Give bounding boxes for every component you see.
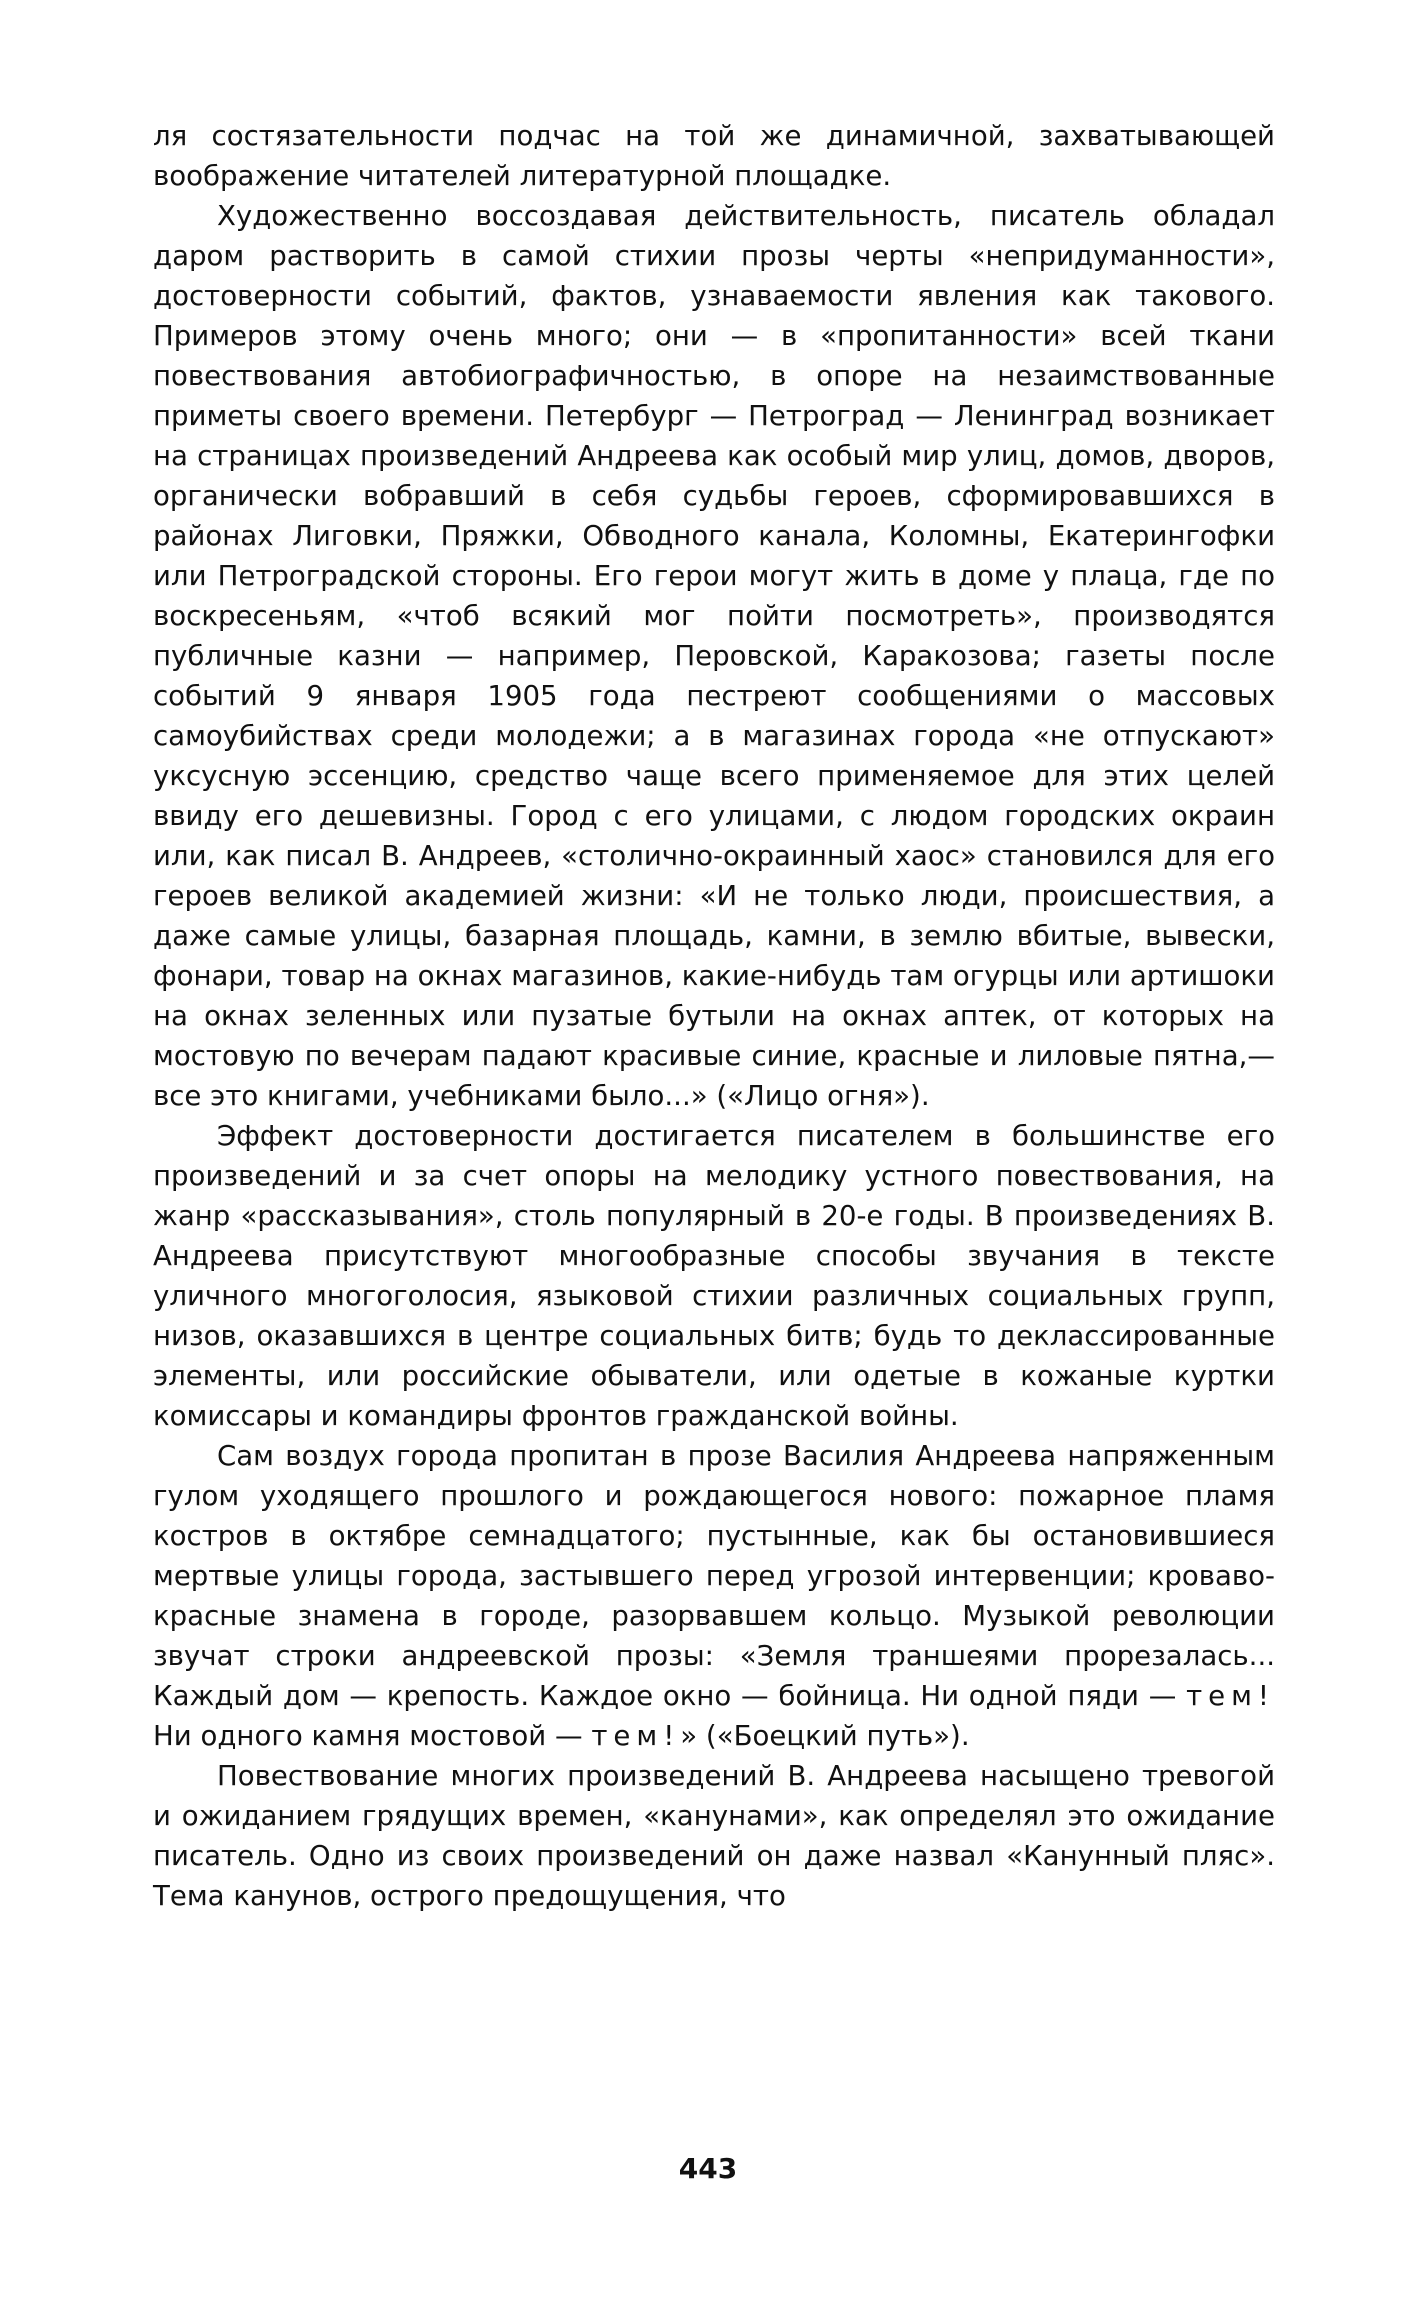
paragraph-oral-narration: Эффект достоверности достигается писателем в большинстве его произведений и за счет опоры на мелодику устного повествования, на жанр «рассказывания», столь популярный в 20-е годы. В произведениях В. Андреева присутствуют многообразные способы звучания в тексте уличного многоголосия, языковой стихии различных социальных групп, низов, оказавшихся в центре социальных битв; будь то деклассированные элементы, или российские обыватели, или одетые в кожаные куртки комиссары и командиры фронтов гражданской войны. (153, 1119, 1275, 1432)
paragraph-city-air-text-2: Ни одного камня мостовой — (153, 1719, 583, 1752)
page-text (153, 116, 1275, 1916)
paragraph-city-air-text-3: » («Боецкий путь»). (680, 1719, 970, 1752)
spaced-emphasis-2: тем! (591, 1719, 681, 1752)
paragraph-city-air (153, 1436, 1275, 1756)
paragraph-continuation: ля состязательности подчас на той же динамичной, захватывающей воображение читателей литературной площадке. (153, 119, 1275, 192)
paragraph-eves: Повествование многих произведений В. Андреева насыщено тревогой и ожиданием грядущих времен, «канунами», как определял это ожидание писатель. Одно из своих произведений он даже назвал «Канунный пляс». Тема канунов, острого предощущения, что (153, 1759, 1275, 1912)
page-number: 443 (678, 2152, 738, 2185)
spaced-emphasis-1: тем! (1186, 1679, 1275, 1712)
paragraph-city-air-text-1: Сам воздух города пропитан в прозе Василия Андреева напряженным гулом уходящего прошлого и рождающегося нового: пожарное пламя костров в октябре семнадцатого; пустынные, как бы остановившиеся мертвые улицы города, застывшего перед угрозой интервенции; кроваво-красные знамена в городе, разорвавшем кольцо. Музыкой революции звучат строки андреевской прозы: «Земля траншеями прорезалась... Каждый дом — крепость. Каждое окно — бойница. Ни одной пяди — (153, 1439, 1275, 1712)
paragraph-authenticity: Художественно воссоздавая действительность, писатель обладал даром растворить в самой стихии прозы черты «непридуманности», достоверности событий, фактов, узнаваемости явления как такового. Примеров этому очень много; они — в «пропитанности» всей ткани повествования автобиографичностью, в опоре на незаимствованные приметы своего времени. Петербург — Петроград — Ленинград возникает на страницах произведений Андреева как особый мир улиц, домов, дворов, органически вобравший в себя судьбы героев, сформировавшихся в районах Лиговки, Пряжки, Обводного канала, Коломны, Екатерингофки или Петроградской стороны. Его герои могут жить в доме у плаца, где по воскресеньям, «чтоб всякий мог пойти посмотреть», производятся публичные казни — например, Перовской, Каракозова; газеты после событий 9 января 1905 года пестреют сообщениями о массовых самоубийствах среди молодежи; а в магазинах города «не отпускают» уксусную эссенцию, средство чаще всего применяемое для этих целей ввиду его дешевизны. Город с его улицами, с людом городских окраин или, как писал В. Андреев, «столично-окраинный хаос» становился для его героев великой академией жизни: «И не только люди, происшествия, а даже самые улицы, базарная площадь, камни, в землю вбитые, вывески, фонари, товар на окнах магазинов, какие-нибудь там огурцы или артишоки на окнах зеленных или пузатые бутыли на окнах аптек, от которых на мостовую по вечерам падают красивые синие, красные и лиловые пятна,— все это книгами, учебниками было...» («Лицо огня»). (153, 199, 1275, 1112)
